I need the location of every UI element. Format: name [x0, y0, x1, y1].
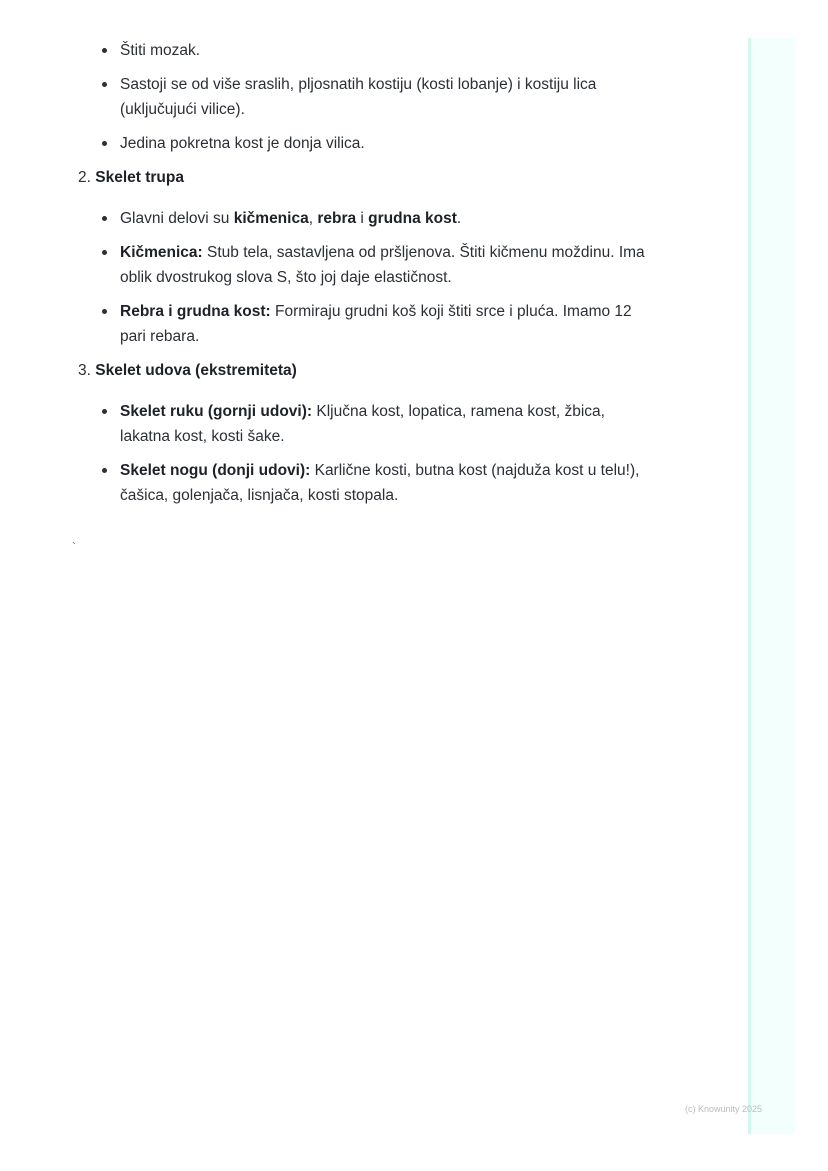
list-item: Sastoji se od više sraslih, pljosnatih kostiju (kosti lobanje) i kostiju lica (uključujući vilice).	[78, 72, 648, 122]
list-item: Skelet nogu (donji udovi): Karlične kosti, butna kost (najduža kost u telu!), čašica, golenjača, lisnjača, kosti stopala.	[78, 458, 648, 508]
section3-heading: 3. Skelet udova (ekstremiteta)	[78, 362, 297, 379]
list-item: Skelet ruku (gornji udovi): Ključna kost, lopatica, ramena kost, žbica, lakatna kost, kosti šake.	[78, 399, 648, 449]
stray-mark: `	[72, 540, 76, 554]
footer-copyright: (c) Knowunity 2025	[685, 1104, 763, 1114]
section2-heading: 2. Skelet trupa	[78, 169, 184, 186]
document-content	[78, 38, 648, 517]
list-item: Kičmenica: Stub tela, sastavljena od pršljenova. Štiti kičmenu moždinu. Ima oblik dvostrukog slova S, što joj daje elastičnost.	[78, 240, 648, 290]
section1-list	[78, 38, 648, 156]
section2-list	[78, 206, 648, 349]
section3-list	[78, 399, 648, 508]
list-item: Štiti mozak.	[78, 38, 648, 63]
list-item: Glavni delovi su kičmenica, rebra i grudna kost.	[78, 206, 648, 231]
side-strip	[748, 38, 795, 1134]
list-item: Rebra i grudna kost: Formiraju grudni koš koji štiti srce i pluća. Imamo 12 pari rebara.	[78, 299, 648, 349]
list-item: Jedina pokretna kost je donja vilica.	[78, 131, 648, 156]
